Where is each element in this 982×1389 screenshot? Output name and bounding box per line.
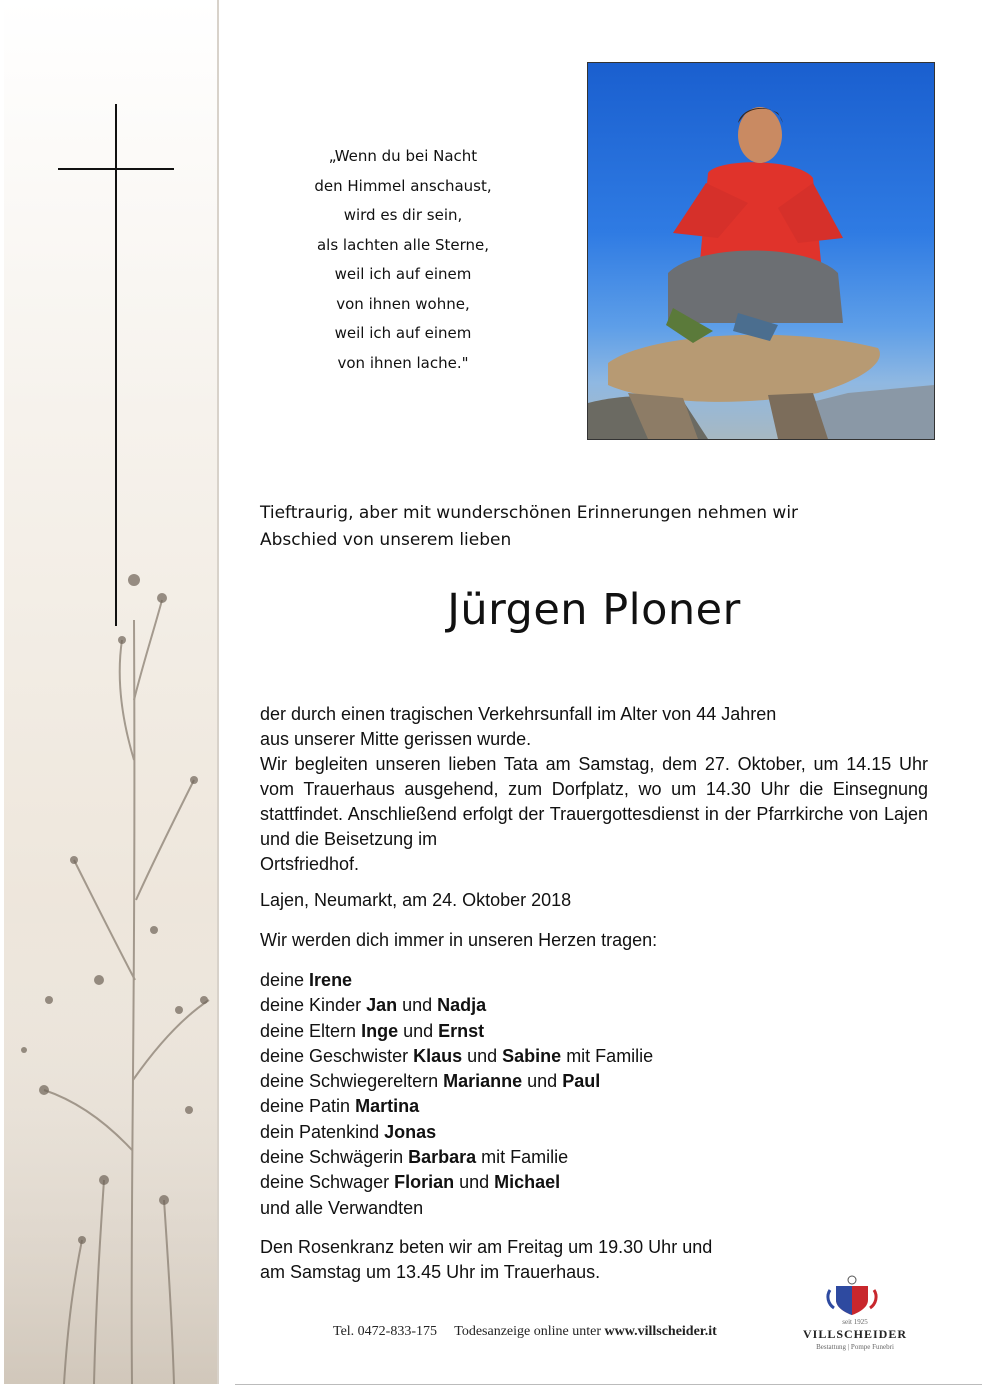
mourner-name: Ernst bbox=[438, 1020, 485, 1041]
place-date: Lajen, Neumarkt, am 24. Oktober 2018 bbox=[260, 890, 572, 910]
bottom-rule bbox=[235, 1384, 982, 1385]
mourner-relation: und bbox=[522, 1071, 563, 1092]
body-line: Ortsfriedhof. bbox=[260, 854, 360, 874]
mourner-name: Inge bbox=[361, 1020, 399, 1041]
mourner-line bbox=[260, 993, 653, 1018]
mourner-line bbox=[260, 1145, 653, 1170]
quote-line: „Wenn du bei Nacht bbox=[328, 147, 478, 165]
quote-line: als lachten alle Sterne, bbox=[316, 235, 489, 254]
footer bbox=[333, 1324, 717, 1340]
mourner-name: Nadja bbox=[437, 995, 487, 1016]
mourner-line bbox=[260, 1170, 653, 1195]
rosary-line: Den Rosenkranz beten wir am Freitag um 19.30 Uhr und bbox=[260, 1237, 713, 1257]
logo-name: VILLSCHEIDER bbox=[802, 1327, 908, 1341]
quote-line: von ihnen lache." bbox=[337, 353, 469, 372]
intro-line: Tieftraurig, aber mit wunderschönen Erinnerungen nehmen wir bbox=[260, 503, 799, 523]
intro-line: Abschied von unserem lieben bbox=[260, 530, 512, 550]
quote-line: wird es dir sein, bbox=[343, 206, 463, 224]
mourner-name: Jan bbox=[366, 995, 398, 1016]
footer-url-link[interactable]: www.villscheider.it bbox=[604, 1324, 717, 1339]
quote-line: weil ich auf einem bbox=[334, 324, 472, 342]
mourner-relation: deine Kinder bbox=[260, 995, 367, 1016]
logo-tagline: Bestattung | Pompe Funebri bbox=[816, 1343, 894, 1351]
mourner-line bbox=[260, 1120, 653, 1145]
coat-of-arms-icon bbox=[802, 1272, 908, 1316]
quote-line: weil ich auf einem bbox=[334, 265, 472, 283]
mourner-name: Martina bbox=[355, 1096, 420, 1117]
mourner-relation: deine Schwägerin bbox=[260, 1147, 409, 1168]
rosary-line: am Samstag um 13.45 Uhr im Trauerhaus. bbox=[260, 1262, 601, 1282]
mourner-name: Sabine bbox=[502, 1045, 562, 1066]
man-on-rock-photo-illustration bbox=[588, 63, 934, 439]
body-line: der durch einen tragischen Verkehrsunfall im Alter von 44 Jahren bbox=[260, 704, 777, 724]
quote-line: von ihnen wohne, bbox=[336, 294, 470, 313]
body-line: aus unserer Mitte gerissen wurde. bbox=[260, 729, 532, 749]
deceased-name: Jürgen Ploner bbox=[447, 585, 741, 635]
funeral-details: Wir begleiten unseren lieben Tata am Samstag, dem 27. Oktober, um 14.15 Uhr vom Trauerhaus ausgehend, zum Dorfplatz, wo um 14.30 Uhr die Einsegnung stattfindet. Anschließend erfolgt der Trauergottesdienst in der Pfarrkirche von Lajen und die Beisetzung im bbox=[260, 754, 928, 849]
mourner-relation: deine bbox=[260, 970, 310, 990]
portrait-photo bbox=[587, 62, 935, 440]
intro-text bbox=[260, 500, 900, 554]
quote-line: den Himmel anschaust, bbox=[314, 176, 492, 195]
footer-phone: Tel. 0472-833-175 bbox=[333, 1324, 438, 1339]
mourner-line bbox=[260, 968, 653, 993]
rosary-note bbox=[260, 1235, 712, 1285]
cross-icon-vertical bbox=[115, 104, 117, 626]
mourner-relation: deine Geschwister bbox=[260, 1045, 414, 1066]
decorative-grass-strip bbox=[4, 0, 219, 1384]
carry-line: Wir werden dich immer in unseren Herzen tragen: bbox=[260, 930, 658, 950]
logo-since: seit 1925 bbox=[842, 1318, 868, 1326]
poem-quote bbox=[270, 142, 536, 378]
mourner-name: Paul bbox=[562, 1071, 601, 1092]
mourner-relation: und bbox=[398, 1020, 439, 1041]
mourner-name: Florian bbox=[394, 1172, 455, 1193]
mourner-line bbox=[260, 1094, 653, 1119]
grass-silhouette-illustration bbox=[4, 0, 217, 1384]
mourner-relation: mit Familie bbox=[561, 1045, 654, 1066]
mourners-list bbox=[260, 968, 653, 1221]
mourner-relation: deine Schwager bbox=[260, 1172, 395, 1193]
mourner-relation: und bbox=[454, 1172, 495, 1193]
cross-icon-horizontal bbox=[58, 168, 174, 170]
mourner-relation: und bbox=[397, 995, 438, 1016]
mourner-name: Marianne bbox=[443, 1071, 523, 1092]
mourner-line bbox=[260, 1019, 653, 1044]
mourner-name: Michael bbox=[494, 1172, 561, 1193]
mourner-line bbox=[260, 1196, 653, 1221]
villscheider-logo bbox=[802, 1272, 908, 1358]
mourner-relation: deine Eltern bbox=[260, 1020, 362, 1041]
mourner-line bbox=[260, 1069, 653, 1094]
mourner-relation: mit Familie bbox=[476, 1147, 569, 1168]
mourner-relation: deine Schwiegereltern bbox=[260, 1071, 444, 1092]
footer-online-text: Todesanzeige online unter bbox=[454, 1324, 605, 1339]
mourner-relation: und alle Verwandten bbox=[260, 1197, 424, 1218]
mourner-relation: dein Patenkind bbox=[260, 1121, 385, 1142]
mourner-name: Barbara bbox=[408, 1147, 477, 1168]
announcement-body bbox=[260, 702, 928, 877]
mourner-name: Klaus bbox=[413, 1045, 463, 1066]
mourner-relation: und bbox=[462, 1045, 503, 1066]
mourner-name: Irene bbox=[309, 970, 353, 990]
mourner-name: Jonas bbox=[384, 1121, 437, 1142]
mourner-line bbox=[260, 1044, 653, 1069]
mourner-relation: deine Patin bbox=[260, 1096, 356, 1117]
